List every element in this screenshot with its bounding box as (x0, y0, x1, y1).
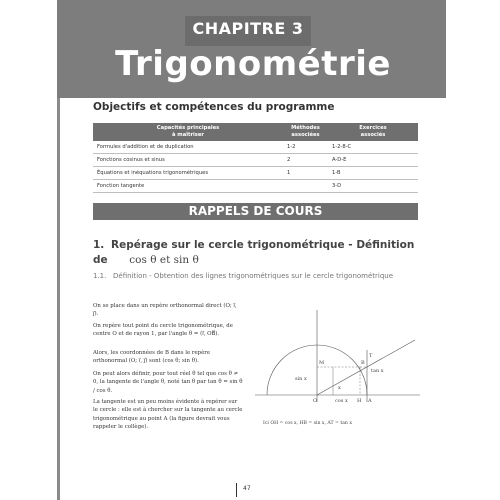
table-cell: Fonctions cosinus et sinus (93, 153, 283, 166)
objectives-table (93, 123, 418, 193)
table-cell: A-D-E (328, 153, 418, 166)
table-header-row (93, 123, 418, 141)
paragraph: On se place dans un repère orthonormal direct (O; i⃗, j⃗). (93, 303, 237, 318)
tan-label: tan x (371, 368, 384, 374)
chapter-title: Trigonométrie (115, 44, 391, 84)
angle-label: x (338, 385, 341, 391)
figure-caption: Ici OH = cos x, HB = sin x, AT = tan x (263, 421, 352, 426)
table-row (93, 166, 418, 179)
origin-label: O (313, 398, 318, 404)
column-header: Exercices associés (328, 123, 418, 141)
rappels-heading: RAPPELS DE COURS (188, 204, 323, 218)
point-m-label: M (319, 360, 325, 366)
objectives-title: Objectifs et compétences du programme (93, 101, 335, 113)
paragraph: On repère tout point du cercle trigonométrique, de centre O et de rayon 1, par l'angle θ = (i⃗, OB⃗). (93, 323, 233, 338)
table-cell: 3-D (328, 179, 418, 192)
section-number: 1. (93, 239, 105, 251)
paragraph: La tangente est un peu moins évidente à repérer sur le cercle : elle est à chercher sur la tangente au cercle trigonométrique au point A (la figure devrait vous rappeler le collège). (93, 399, 243, 431)
radius-line (317, 340, 415, 395)
point-h-label: H (357, 398, 362, 404)
section-heading (93, 238, 423, 267)
subsection-heading (93, 271, 423, 281)
table-cell: 2 (283, 153, 328, 166)
table-cell: 1-2-8-C (328, 141, 418, 154)
table-row (93, 141, 418, 154)
paragraph: On peut alors définir, pour tout réel θ tel que cos θ ≠ 0, la tangente de l'angle θ, noté tan θ par tan θ = sin θ / cos θ. (93, 371, 243, 394)
subsection-title: Définition - Obtention des lignes trigonométriques sur le cercle trigonométrique (113, 272, 394, 280)
table-cell: Équations et inéquations trigonométriques (93, 166, 283, 179)
table-cell: Formules d'addition et de duplication (93, 141, 283, 154)
point-b-label: B (361, 360, 365, 366)
table-cell: 1-B (328, 166, 418, 179)
page-number: 47 (243, 485, 251, 492)
point-a-label: A (368, 398, 372, 404)
table-row (93, 179, 418, 192)
subsection-number: 1.1. (93, 272, 107, 280)
column-header: Capacités principales à maîtriser (93, 123, 283, 141)
trig-circle-figure (255, 290, 425, 435)
cos-label: cos x (335, 398, 348, 404)
paragraph: Alors, les coordonnées de B dans le repère orthonormal (O; i⃗, j⃗) sont (cos θ; sin θ). (93, 350, 211, 365)
section-title: Repérage sur le cercle trigonométrique - Définition de (93, 239, 415, 266)
chapter-label: CHAPITRE 3 (192, 19, 304, 38)
table-cell (283, 179, 328, 192)
column-header: Méthodes associées (283, 123, 328, 141)
table-cell: 1 (283, 166, 328, 179)
table-cell: Fonction tangente (93, 179, 283, 192)
table-cell: 1-2 (283, 141, 328, 154)
table-row (93, 153, 418, 166)
section-math: cos θ et sin θ (129, 253, 199, 266)
sin-label: sin x (295, 376, 307, 382)
footer-divider (236, 483, 237, 497)
point-t-label: T (369, 353, 373, 359)
